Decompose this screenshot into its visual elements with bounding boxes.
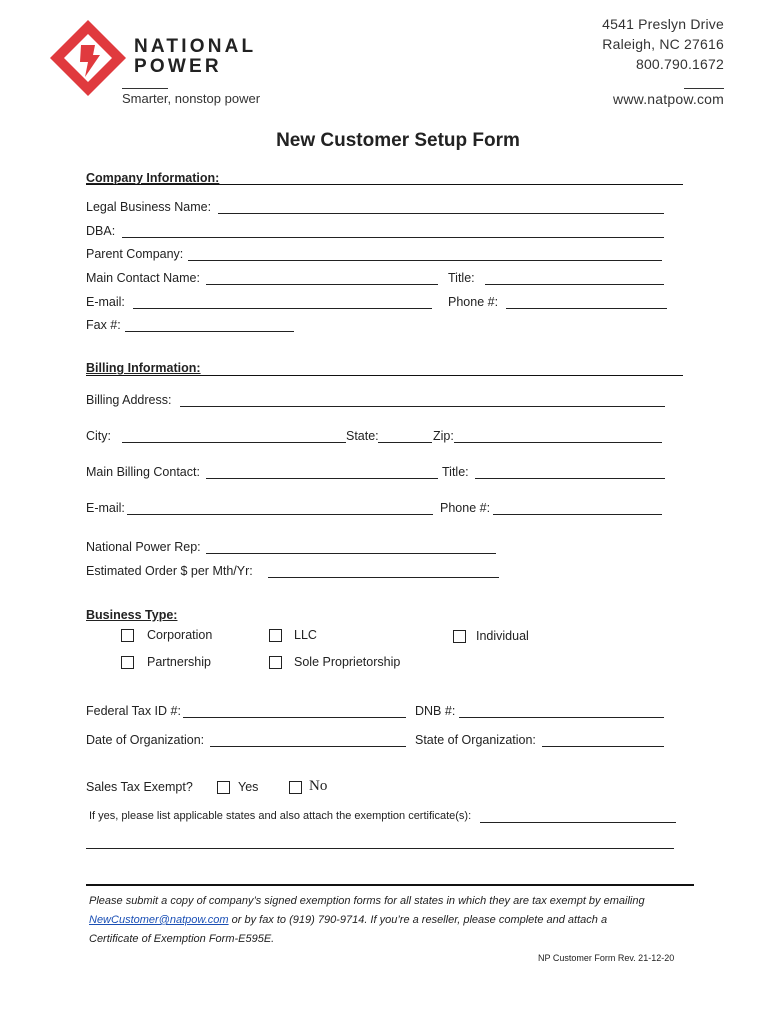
website: www.natpow.com (613, 91, 724, 107)
footer-note-line2 (89, 911, 689, 930)
sole-proprietorship-label: Sole Proprietorship (294, 655, 401, 669)
federal-tax-id-field[interactable] (183, 717, 406, 718)
company-info-heading: Company Information: (86, 171, 220, 185)
footer-email-link[interactable]: NewCustomer@natpow.com (89, 914, 229, 926)
billing-address-field[interactable] (180, 406, 665, 407)
exempt-states-field-line2[interactable] (86, 848, 674, 849)
zip-field[interactable] (454, 442, 662, 443)
brand-name-line2: POWER (134, 56, 222, 77)
state-of-organization-field[interactable] (542, 746, 664, 747)
business-type-heading: Business Type: (86, 608, 178, 622)
if-yes-instruction: If yes, please list applicable states and also attach the exemption certificate(s): (89, 810, 472, 822)
corporation-label: Corporation (147, 628, 213, 642)
billing-email-field[interactable] (127, 514, 433, 515)
state-label: State: (346, 429, 379, 443)
fax-label: Fax #: (86, 318, 121, 332)
individual-label: Individual (476, 629, 529, 643)
phone-label: Phone #: (448, 295, 499, 309)
exempt-states-field[interactable] (480, 822, 676, 823)
billing-email-label: E-mail: (86, 501, 125, 515)
footer-note (89, 892, 689, 949)
company-info-rule (86, 184, 683, 185)
main-contact-field[interactable] (206, 284, 438, 285)
national-power-logo-icon (48, 18, 128, 98)
tagline-rule (122, 88, 168, 89)
main-contact-label: Main Contact Name: (86, 271, 200, 285)
phone-field[interactable] (506, 308, 667, 309)
city-label: City: (86, 429, 111, 443)
fax-field[interactable] (125, 331, 294, 332)
parent-company-field[interactable] (188, 260, 662, 261)
sales-tax-no-checkbox[interactable] (289, 781, 302, 794)
date-of-organization-field[interactable] (210, 746, 406, 747)
sales-tax-no-label: No (309, 778, 328, 794)
federal-tax-id-label: Federal Tax ID #: (86, 704, 181, 718)
partnership-label: Partnership (147, 655, 211, 669)
footer-note-line1: Please submit a copy of company’s signed exemption forms for all states in which they are tax exempt by emailing (89, 895, 645, 907)
form-revision: NP Customer Form Rev. 21-12-20 (538, 953, 675, 963)
footer-note-line3: Certificate of Exemption Form-E595E. (89, 933, 275, 945)
email-label: E-mail: (86, 295, 125, 309)
llc-label: LLC (294, 628, 317, 642)
sales-tax-yes-label: Yes (238, 780, 259, 794)
address-line1: 4541 Preslyn Drive (602, 16, 724, 32)
estimate-field[interactable] (268, 577, 499, 578)
rep-field[interactable] (206, 553, 496, 554)
billing-phone-label: Phone #: (440, 501, 491, 515)
address-line2: Raleigh, NC 27616 (602, 36, 724, 52)
email-field[interactable] (133, 308, 432, 309)
billing-contact-field[interactable] (206, 478, 438, 479)
billing-title-field[interactable] (475, 478, 665, 479)
parent-company-label: Parent Company: (86, 247, 184, 261)
dnb-field[interactable] (459, 717, 664, 718)
rep-label: National Power Rep: (86, 540, 201, 554)
billing-address-label: Billing Address: (86, 393, 172, 407)
billing-title-label: Title: (442, 465, 469, 479)
state-field[interactable] (378, 442, 432, 443)
page-title: New Customer Setup Form (276, 130, 520, 151)
partnership-checkbox[interactable] (121, 656, 134, 669)
phone-number: 800.790.1672 (635, 56, 724, 72)
state-of-organization-label: State of Organization: (415, 733, 536, 747)
billing-info-heading: Billing Information: (86, 361, 201, 375)
footer-rule (86, 884, 694, 886)
tagline: Smarter, nonstop power (122, 91, 261, 106)
billing-contact-label: Main Billing Contact: (86, 465, 200, 479)
billing-info-rule (86, 375, 683, 376)
city-field[interactable] (122, 442, 346, 443)
billing-phone-field[interactable] (493, 514, 662, 515)
llc-checkbox[interactable] (269, 629, 282, 642)
sales-tax-exempt-label: Sales Tax Exempt? (86, 780, 193, 794)
dba-field[interactable] (122, 237, 664, 238)
estimate-label: Estimated Order $ per Mth/Yr: (86, 564, 253, 578)
website-rule (684, 88, 724, 89)
sales-tax-yes-checkbox[interactable] (217, 781, 230, 794)
title-field[interactable] (485, 284, 664, 285)
legal-name-field[interactable] (218, 213, 664, 214)
sole-proprietorship-checkbox[interactable] (269, 656, 282, 669)
footer-note-fax: or by fax to (919) 790-9714. If you’re a reseller, please complete and attach a (231, 914, 608, 926)
corporation-checkbox[interactable] (121, 629, 134, 642)
brand-name-line1: NATIONAL (134, 36, 257, 57)
title-label: Title: (448, 271, 475, 285)
individual-checkbox[interactable] (453, 630, 466, 643)
legal-name-label: Legal Business Name: (86, 200, 212, 214)
zip-label: Zip: (433, 429, 454, 443)
dba-label: DBA: (86, 224, 116, 238)
date-of-organization-label: Date of Organization: (86, 733, 205, 747)
dnb-label: DNB #: (415, 704, 456, 718)
